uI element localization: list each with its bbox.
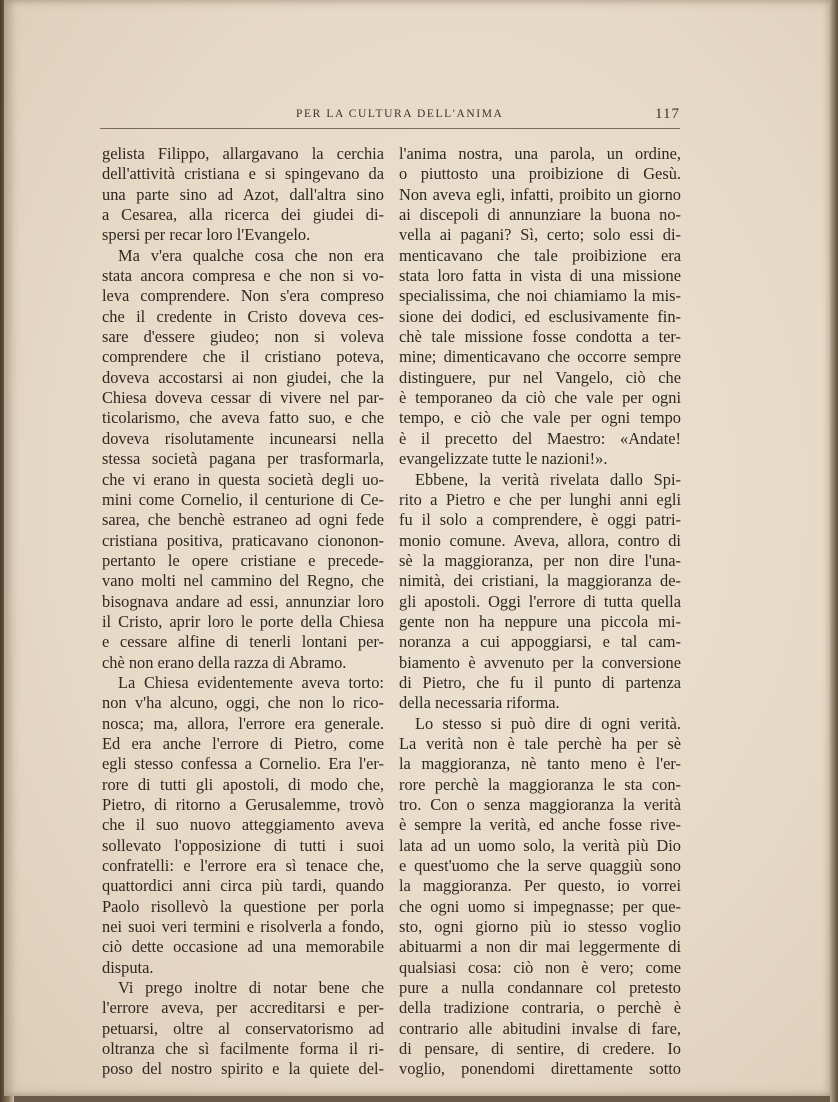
text-line: tro. Con o senza maggioranza la verità — [399, 795, 681, 814]
text-line: ticolarismo, che aveva fatto suo, e che — [102, 408, 384, 428]
text-line: la maggioranza. Per questo, io vorrei — [399, 876, 681, 896]
text-line: della tradizione contraria, o perchè è — [399, 998, 681, 1018]
text-line: rore perchè la maggioranza le sta con- — [399, 774, 681, 794]
text-line: sarea, che benchè estraneo ad ogni fede — [102, 510, 384, 530]
text-line: tempo, e ciò che vale per ogni tempo — [399, 408, 681, 428]
text-line: menticavano che tale proibizione era — [399, 245, 681, 265]
text-line: Pietro, di ritorno a Gerusalemme, trovò — [102, 795, 384, 814]
running-title: PER LA CULTURA DELL'ANIMA — [296, 108, 504, 120]
text-line: sollevato l'opposizione di tutti i suoi — [102, 835, 384, 855]
text-line: egli stesso confessa a Cornelio. Era l'er- — [102, 754, 384, 774]
text-line: e quest'uomo che la serve quaggiù sono — [399, 856, 681, 876]
text-line: della necessaria riforma. — [399, 693, 560, 713]
text-line: ai discepoli di annunziare la buona no- — [399, 205, 681, 225]
text-line: dell'attività cristiana e si spingevano da — [102, 164, 384, 184]
text-line: doveva accostarsi ai non giudei, che la — [102, 367, 384, 387]
text-line: che vi erano in questa società degli uo- — [102, 469, 384, 489]
text-line: Non aveva egli, infatti, proibito un giorno — [399, 184, 681, 204]
text-line: è sempre la verità, ed anche fosse rive- — [399, 815, 681, 835]
text-line: la maggioranza, nè tanto meno è l'er- — [399, 754, 681, 774]
text-line: di Pietro, che fu il punto di partenza — [399, 672, 681, 692]
running-header — [100, 106, 680, 126]
text-line: gli apostoli. Oggi l'errore di tutta quella — [399, 591, 681, 611]
text-line: pure a nulla condannare col pretesto — [399, 978, 681, 998]
text-line: leva comprendere. Non s'era compreso — [102, 286, 384, 306]
text-line: Chiesa doveva cessar di vivere nel par- — [102, 388, 384, 408]
text-line: rore di tutti gli apostoli, di modo che, — [102, 774, 384, 794]
text-line: che ogni uomo si impegnasse; per que- — [399, 896, 681, 916]
text-line: gente non ha neppure una piccola mi- — [399, 611, 681, 631]
text-line: l'errore aveva, per accreditarsi e per- — [102, 998, 384, 1018]
text-line: La verità non è tale perchè ha per sè — [399, 733, 681, 753]
text-line: monio comune. Aveva, allora, contro di — [399, 530, 681, 550]
page-number: 117 — [655, 106, 680, 122]
text-line: il Cristo, aprir loro le porte della Chiesa — [102, 611, 384, 631]
text-line: contrario alle abitudini invalse di fare, — [399, 1018, 681, 1038]
text-line: Ed era anche l'errore di Pietro, come — [102, 733, 384, 753]
text-line: Lo stesso si può dire di ogni verità. — [415, 713, 681, 733]
text-line: distinguere, pur nel Vangelo, ciò che — [399, 367, 681, 387]
text-line: è il precetto del Maestro: «Andate! — [399, 428, 681, 448]
text-line: doveva risolutamente incunearsi nella — [102, 428, 384, 448]
text-line: o piuttosto una proibizione di Gesù. — [399, 164, 681, 184]
text-line: nimità, dei cristiani, la maggioranza de- — [399, 571, 681, 591]
text-line: qualsiasi cosa: ciò non è vero; come — [399, 957, 681, 977]
text-line: ciò dette occasione ad una memorabile — [102, 937, 384, 957]
text-line: disputa. — [102, 957, 154, 977]
text-line: stessa società pagana per trasformarla, — [102, 449, 384, 469]
text-line: bisognava andare ad essi, annunziar loro — [102, 591, 384, 611]
right-text-column — [399, 144, 681, 1080]
text-line: petuarsi, oltre al conservatorismo ad — [102, 1018, 384, 1038]
text-line: biamento è avvenuto per la conversione — [399, 652, 681, 672]
text-line: pertanto le opere cristiane e precede- — [102, 550, 384, 570]
text-line: comprendere che il cristiano poteva, — [102, 347, 384, 367]
text-line: Ma v'era qualche cosa che non era — [118, 245, 384, 265]
text-line: stata loro fatta in vista di una missione — [399, 266, 681, 286]
text-line: Vi prego inoltre di notar bene che — [118, 978, 384, 998]
left-text-column — [102, 144, 384, 1080]
text-line: Paolo risollevò la questione per porla — [102, 896, 384, 916]
text-line: una parte sino ad Azot, dall'altra sino — [102, 184, 384, 204]
text-line: mine; dimenticavano che occorre sempre — [399, 347, 681, 367]
text-line: stata ancora compresa e che non si vo- — [102, 266, 384, 286]
text-line: gelista Filippo, allargavano la cerchia — [102, 144, 384, 163]
text-line: fu il solo a comprendere, è oggi patri- — [399, 510, 681, 530]
text-line: poso del nostro spirito e la quiete del- — [102, 1059, 384, 1079]
page-edge — [830, 0, 838, 1102]
text-line: a Cesarea, alla ricerca dei giudei di- — [102, 205, 384, 225]
text-line: sto, ogni giorno più io stesso voglio — [399, 917, 681, 937]
text-line: quattordici anni circa più tardi, quando — [102, 876, 384, 896]
text-line: che il credente in Cristo doveva ces- — [102, 306, 384, 326]
text-line: evangelizzate tutte le nazioni!». — [399, 449, 608, 469]
text-line: lata ad un uomo solo, la verità più Dio — [399, 835, 681, 855]
text-line: La Chiesa evidentemente aveva torto: — [118, 672, 384, 692]
header-rule — [100, 128, 680, 129]
text-line: nosca; ma, allora, l'errore era generale. — [102, 713, 384, 733]
text-line: è temporaneo da ciò che vale per ogni — [399, 388, 681, 408]
text-line: nei suoi veri termini e risolverla a fondo, — [102, 917, 384, 937]
text-line: confratelli: e l'errore era sì tenace che, — [102, 856, 384, 876]
text-line: sione dei dodici, ed esclusivamente fin- — [399, 306, 681, 326]
text-line: che il suo nuovo atteggiamento aveva — [102, 815, 384, 835]
text-line: e cessare alfine di tenerli lontani per- — [102, 632, 384, 652]
text-line: voglio, ponendomi direttamente sotto — [399, 1059, 681, 1079]
text-line: chè non erano della razza di Abramo. — [102, 652, 347, 672]
text-line: specialissima, che noi chiamiamo la mis- — [399, 286, 681, 306]
text-line: mini come Cornelio, il centurione di Ce- — [102, 489, 384, 509]
text-line: rito a Pietro e che per lunghi anni egli — [399, 489, 681, 509]
text-line: vella ai pagani? Sì, certo; solo essi di- — [399, 225, 681, 245]
text-line: cristiana positiva, praticavano ciononon- — [102, 530, 384, 550]
text-line: di pensare, di sentire, di credere. Io — [399, 1039, 681, 1059]
text-line: chè tale missione fosse condotta a ter- — [399, 327, 681, 347]
text-line: sè la maggioranza, per non dire l'una- — [399, 550, 681, 570]
text-line: vano molti nel cammino del Regno, che — [102, 571, 384, 591]
text-line: Ebbene, la verità rivelata dallo Spi- — [415, 469, 681, 489]
text-line: sare d'essere giudeo; non si voleva — [102, 327, 384, 347]
text-line: non v'ha alcuno, oggi, che non lo rico- — [102, 693, 384, 713]
text-line: spersi per recar loro l'Evangelo. — [102, 225, 311, 245]
text-line: l'anima nostra, una parola, un ordine, — [399, 144, 681, 163]
text-line: oltranza che sì facilmente forma il ri- — [102, 1039, 384, 1059]
text-line: abituarmi a non dir mai leggermente di — [399, 937, 681, 957]
text-line: noranza a cui appoggiarsi, e tal cam- — [399, 632, 681, 652]
